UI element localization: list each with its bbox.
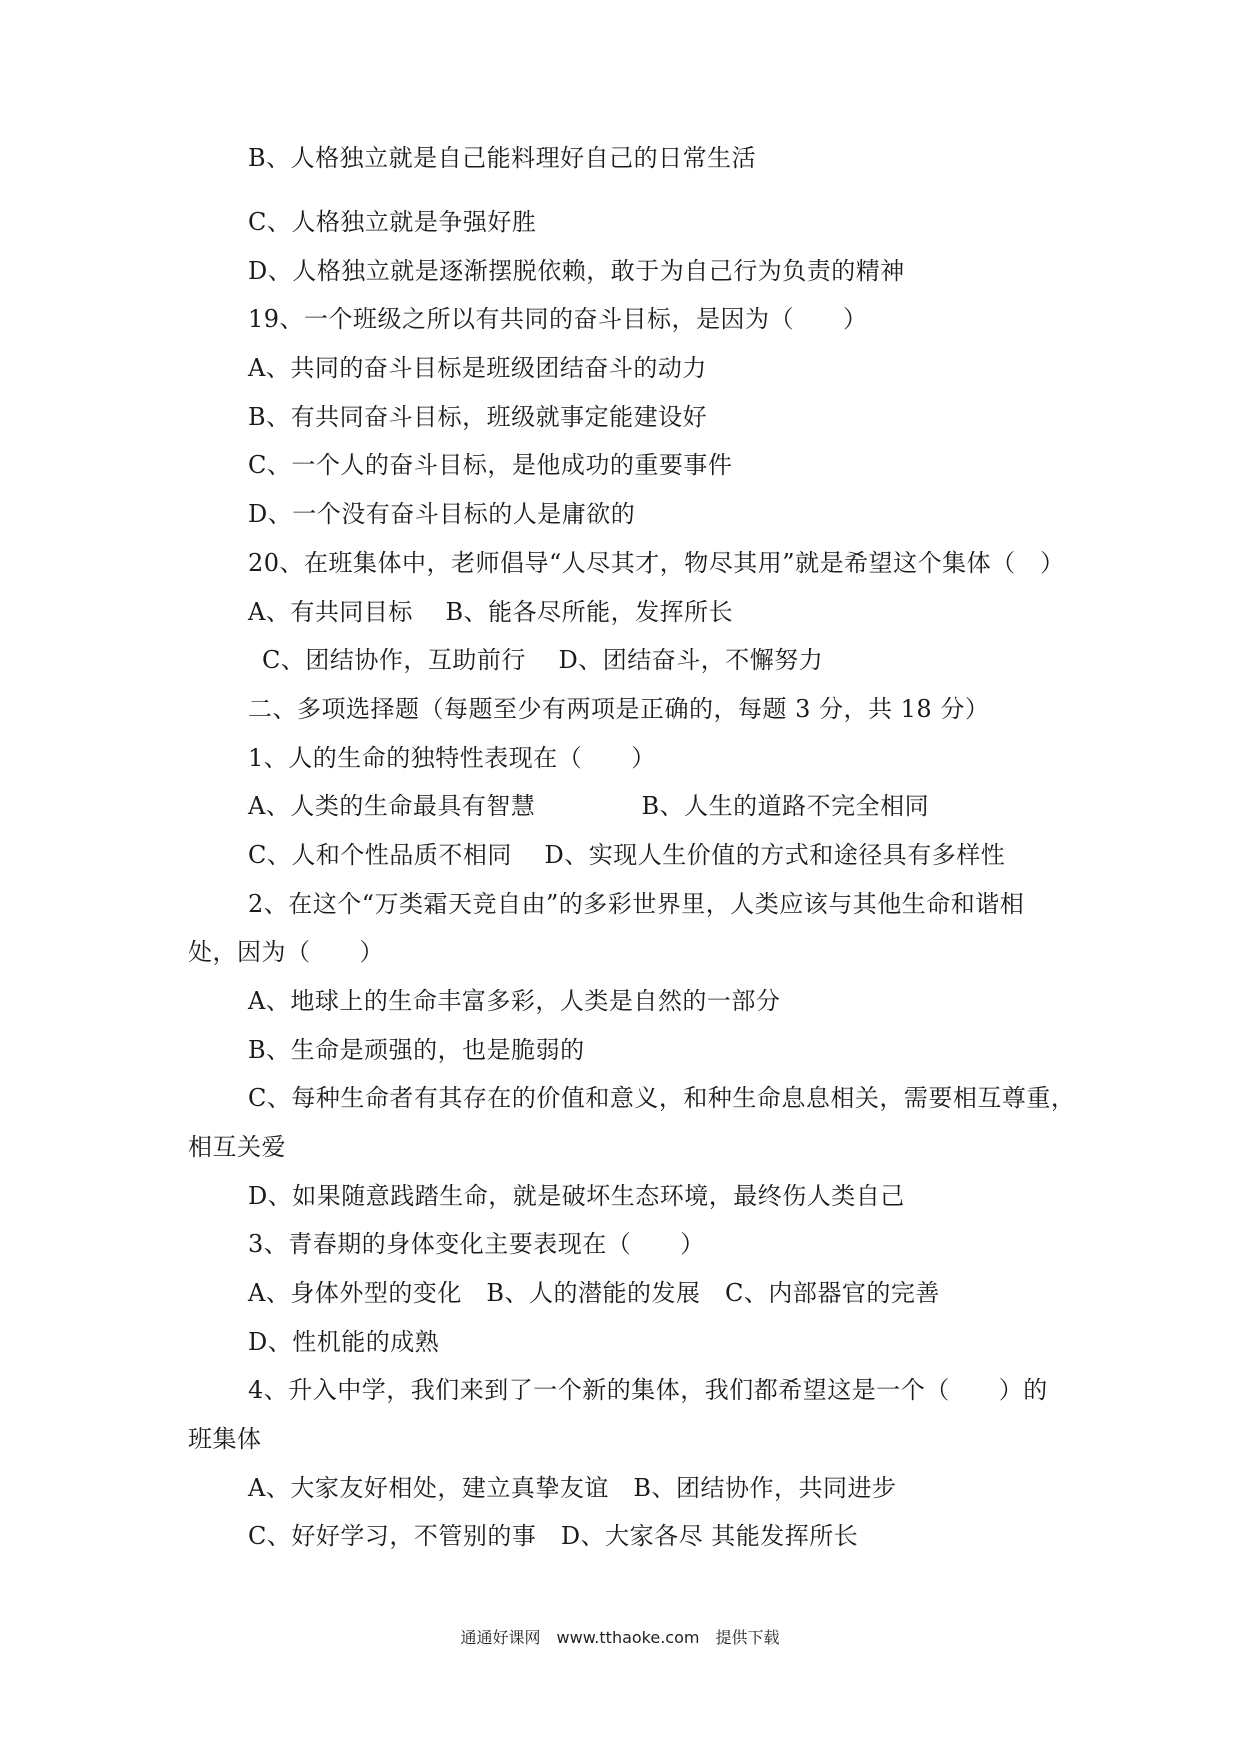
text-line: 处，因为（ ）	[188, 938, 384, 966]
text-line: 4、升入中学，我们来到了一个新的集体，我们都希望这是一个（ ）的	[248, 1376, 1048, 1404]
text-line: 二、多项选择题（每题至少有两项是正确的，每题 3 分，共 18 分）	[248, 695, 990, 723]
text-line: B、生命是顽强的，也是脆弱的	[248, 1036, 585, 1064]
text-line: 1、人的生命的独特性表现在（ ）	[248, 744, 656, 772]
text-line: 3、青春期的身体变化主要表现在（ ）	[248, 1230, 705, 1258]
text-line: A、地球上的生命丰富多彩，人类是自然的一部分	[248, 987, 781, 1015]
text-line: C、人和个性品质不相同 D、实现人生价值的方式和途径具有多样性	[248, 841, 1006, 869]
text-line: B、人格独立就是自己能料理好自己的日常生活	[248, 144, 757, 172]
text-line: 相互关爱	[188, 1133, 286, 1161]
page-footer: 通通好课网 www.tthaoke.com 提供下载	[460, 1628, 780, 1647]
text-line: C、好好学习，不管别的事 D、大家各尽 其能发挥所长	[248, 1522, 859, 1550]
text-line: B、有共同奋斗目标，班级就事定能建设好	[248, 403, 708, 431]
text-line: 20、在班集体中，老师倡导“人尽其才，物尽其用”就是希望这个集体（ ）	[248, 549, 1065, 577]
text-line: C、人格独立就是争强好胜	[248, 208, 537, 236]
text-line: D、性机能的成熟	[248, 1328, 440, 1356]
text-line: 班集体	[188, 1425, 262, 1453]
text-line: A、共同的奋斗目标是班级团结奋斗的动力	[248, 354, 707, 382]
text-line: C、每种生命者有其存在的价值和意义，和种生命息息相关，需要相互尊重，	[248, 1084, 1076, 1112]
text-line: C、一个人的奋斗目标，是他成功的重要事件	[248, 451, 733, 479]
text-line: D、一个没有奋斗目标的人是庸欲的	[248, 500, 636, 528]
text-line: A、人类的生命最具有智慧 B、人生的道路不完全相同	[248, 792, 930, 820]
text-line: 19、一个班级之所以有共同的奋斗目标，是因为（ ）	[248, 305, 868, 333]
text-line: D、人格独立就是逐渐摆脱依赖，敢于为自己行为负责的精神	[248, 257, 905, 285]
text-line: C、团结协作，互助前行 D、团结奋斗，不懈努力	[262, 646, 824, 674]
text-line: 2、在这个“万类霜天竞自由”的多彩世界里，人类应该与其他生命和谐相	[248, 890, 1025, 918]
text-line: A、有共同目标 B、能各尽所能，发挥所长	[248, 598, 734, 626]
text-line: A、大家友好相处，建立真挚友谊 B、团结协作，共同进步	[248, 1474, 897, 1502]
text-line: D、如果随意践踏生命，就是破坏生态环境，最终伤人类自己	[248, 1182, 905, 1210]
text-line: A、身体外型的变化 B、人的潜能的发展 C、内部器官的完善	[248, 1279, 940, 1307]
